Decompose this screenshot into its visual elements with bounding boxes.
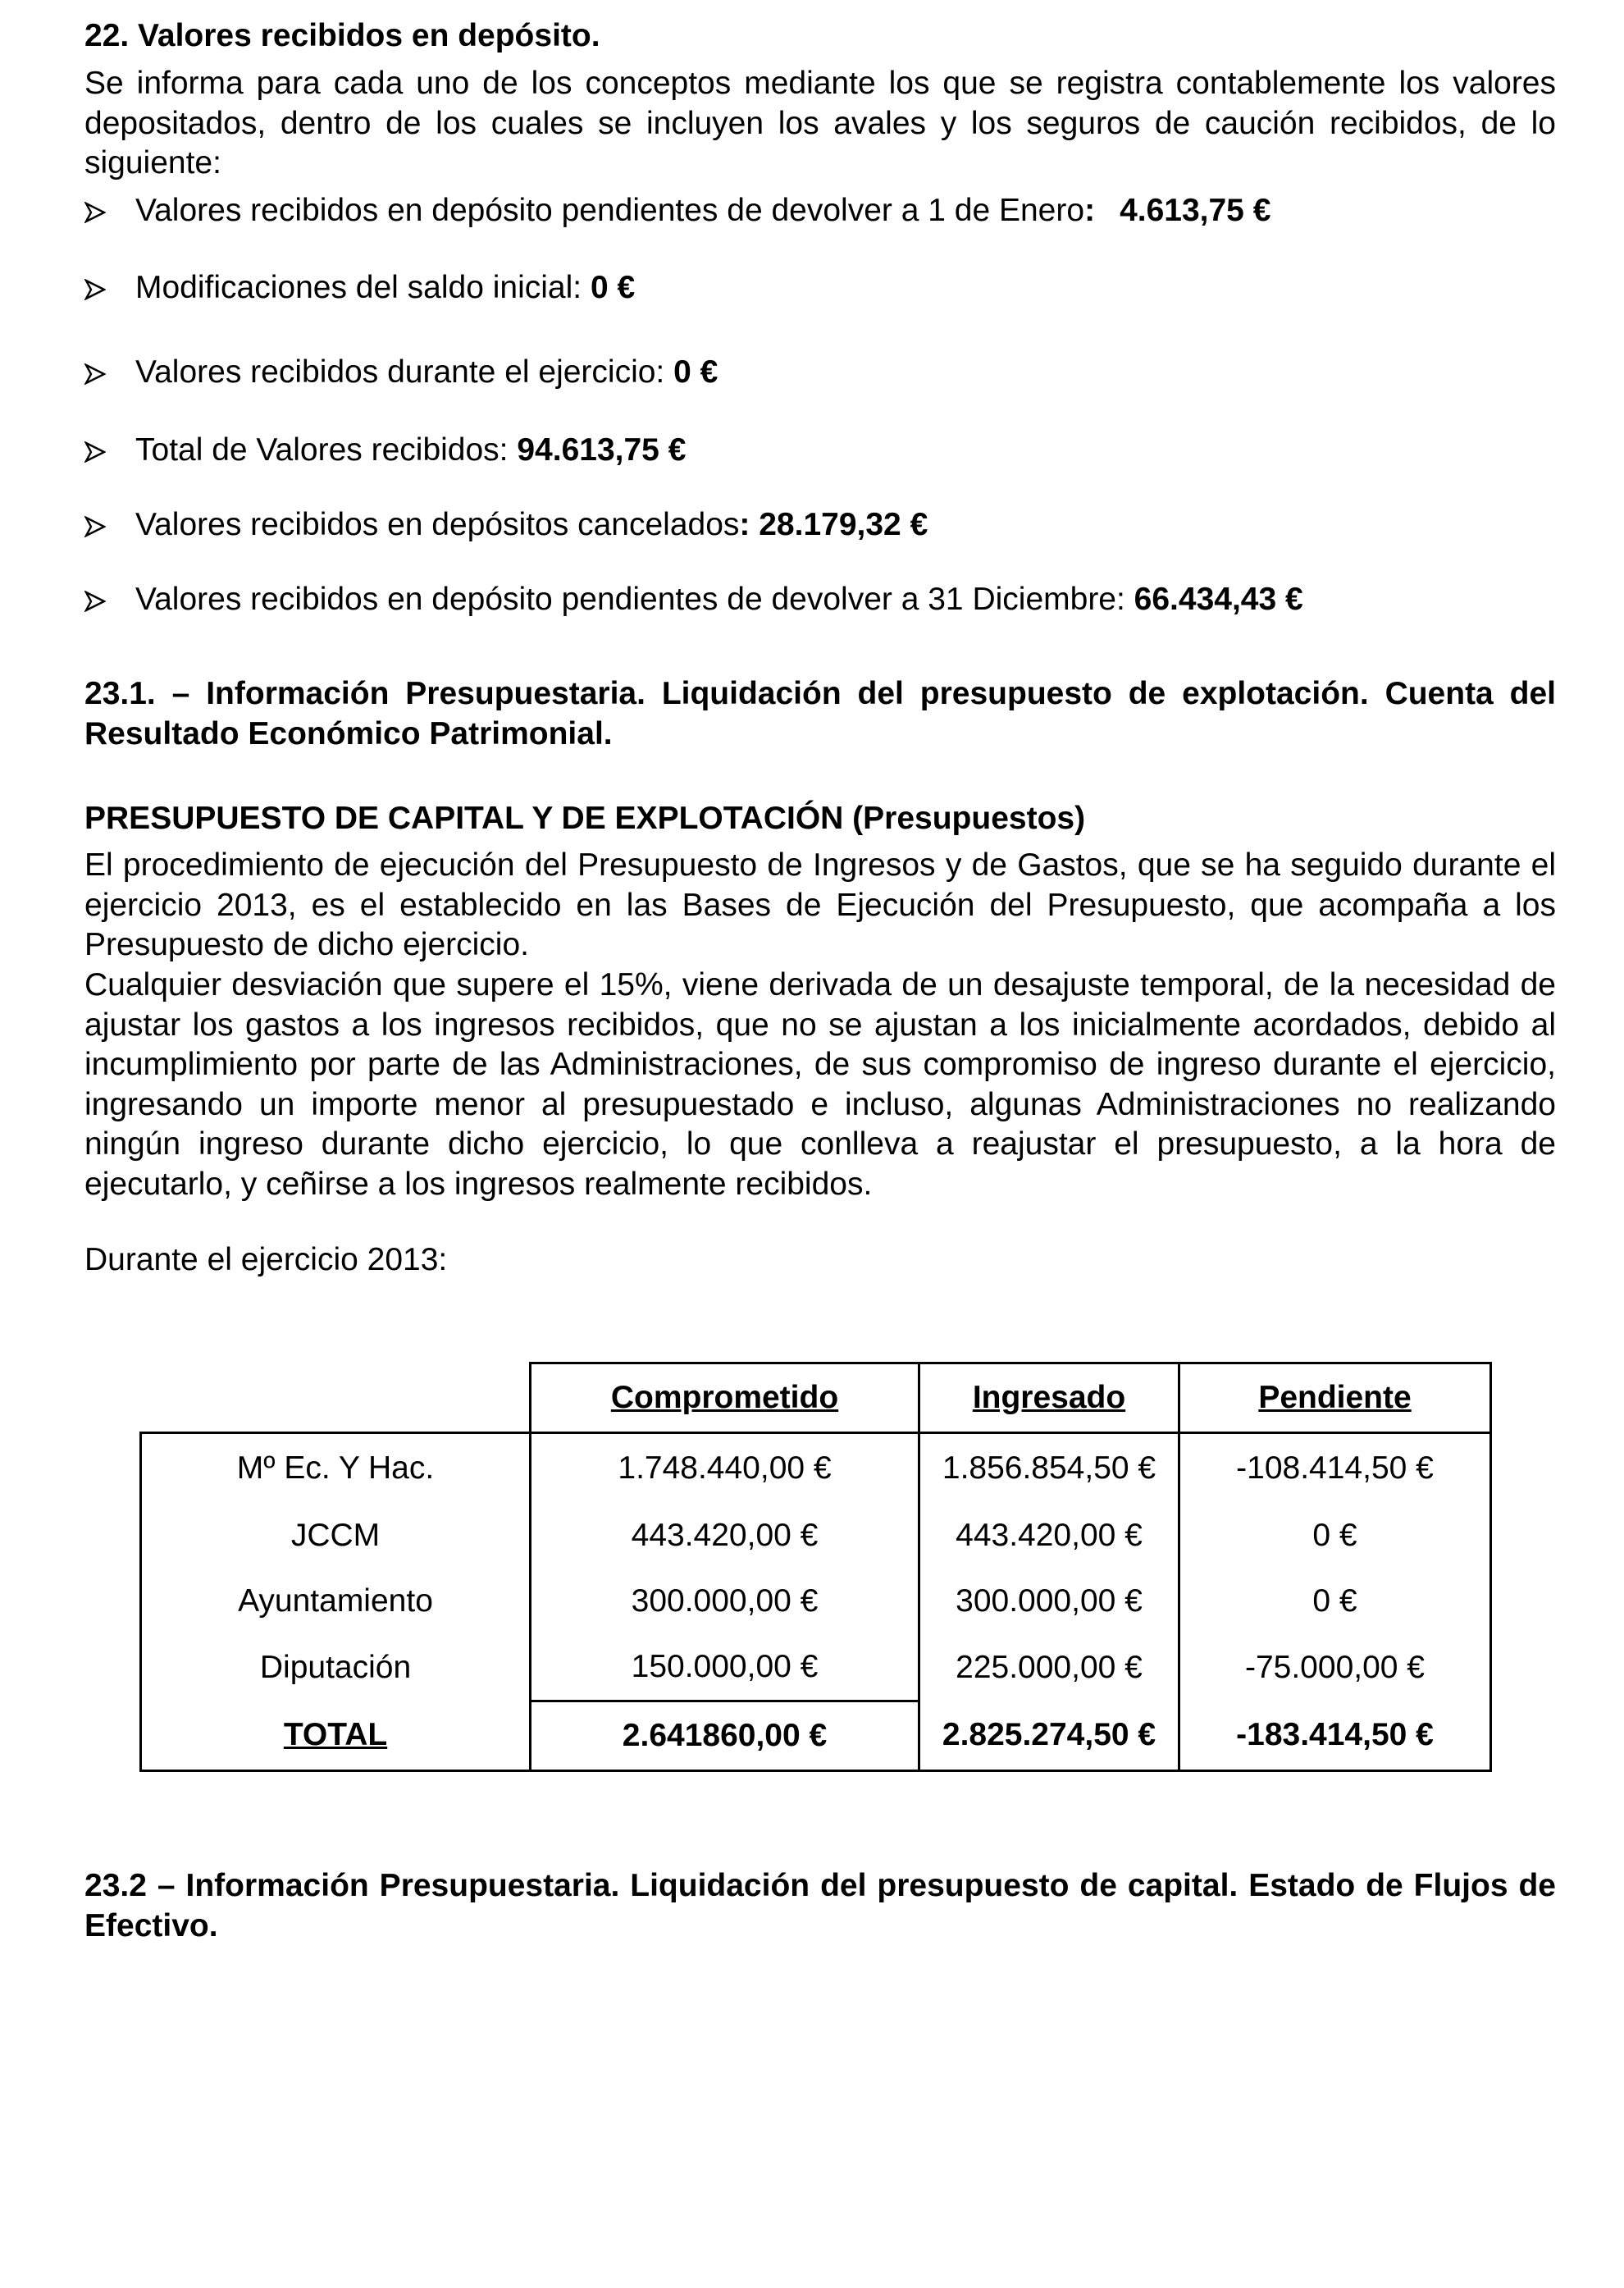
table-total-row (141, 1701, 1491, 1771)
row-comprometido: 443.420,00 € (531, 1503, 919, 1569)
deposit-value-label: Valores recibidos en depósitos cancelados (135, 507, 740, 542)
arrowhead-bullet-icon (84, 353, 117, 392)
section-22-intro: Se informa para cada uno de los conceptos mediante los que se registra contablemente los valores depositados, dentro de los cuales se incluyen los avales y los seguros de caución recibidos, de lo siguiente: (84, 66, 1556, 180)
header-ingresado: Ingresado (919, 1363, 1179, 1433)
deposit-value-item (84, 268, 635, 308)
total-ingresado: 2.825.274,50 € (919, 1701, 1179, 1771)
deposit-value-amount: 0 € (673, 354, 718, 390)
header-comprometido: Comprometido (531, 1363, 919, 1433)
total-pendiente: -183.414,50 € (1179, 1701, 1491, 1771)
table-row (141, 1433, 1491, 1504)
budget-subtitle: PRESUPUESTO DE CAPITAL Y DE EXPLOTACIÓN (Presupuestos) (84, 801, 1086, 836)
arrowhead-bullet-icon (84, 191, 117, 231)
row-name: Diputación (141, 1634, 531, 1701)
deposit-value-amount: 0 € (590, 270, 636, 305)
deposit-value-label: Valores recibidos durante el ejercicio: (135, 354, 674, 390)
header-pendiente: Pendiente (1179, 1363, 1491, 1433)
arrowhead-bullet-icon (84, 580, 117, 619)
row-name: Ayuntamiento (141, 1569, 531, 1634)
year-intro-paragraph: Durante el ejercicio 2013: (84, 1242, 448, 1277)
deviation-paragraph: Cualquier desviación que supere el 15%, viene derivada de un desajuste temporal, de la necesidad de ajustar los gastos a los ingresos recibidos, que no se ajustan a los inicialmente acordados, debido al incumplimiento por parte de las Administraciones, de sus compromiso de ingreso durante el ejercicio, ingresando un importe menor al presupuestado e incluso, algunas Administraciones no realizando ningún ingreso durante dicho ejercicio, lo que conlleva a reajustar el presupuesto, a la hora de ejecutarlo, y ceñirse a los ingresos realmente recibidos. (84, 967, 1556, 1202)
row-name: Mº Ec. Y Hac. (141, 1433, 531, 1504)
arrowhead-bullet-icon (84, 431, 117, 470)
row-ingresado: 300.000,00 € (919, 1569, 1179, 1634)
deposit-value-label: Modificaciones del saldo inicial: (135, 270, 591, 305)
table-header-blank (141, 1363, 531, 1433)
total-label (141, 1701, 531, 1771)
arrowhead-bullet-icon (84, 505, 117, 545)
deposit-value-amount: 4.613,75 € (1120, 193, 1271, 228)
deposit-value-label: Valores recibidos en depósito pendientes de devolver a 31 Diciembre: (135, 582, 1134, 617)
procedure-paragraph: El procedimiento de ejecución del Presupuesto de Ingresos y de Gastos, que se ha seguido durante el ejercicio 2013, es el establecido en las Bases de Ejecución del Presupuesto, que acompaña a los Presupuesto de dicho ejercicio. (84, 847, 1556, 962)
deposit-value-separator: : (739, 507, 760, 542)
row-pendiente: 0 € (1179, 1569, 1491, 1634)
total-comprometido: 2.641860,00 € (531, 1701, 919, 1771)
row-ingresado: 1.856.854,50 € (919, 1433, 1179, 1504)
row-name: JCCM (141, 1503, 531, 1569)
budget-table (139, 1362, 1492, 1772)
row-comprometido: 150.000,00 € (531, 1634, 919, 1701)
deposit-value-amount: 28.179,32 € (759, 507, 928, 542)
section-23-1-title: 23.1. – Información Presupuestaria. Liquidación del presupuesto de explotación. Cuenta del Resultado Económico Patrimonial. (84, 676, 1556, 751)
deposit-value-separator: : (1084, 193, 1096, 228)
deposit-value-item (84, 191, 1270, 231)
section-22-title: 22. Valores recibidos en depósito. (84, 18, 600, 53)
total-label-text: TOTAL (283, 1717, 388, 1753)
deposit-value-label: Valores recibidos en depósito pendientes de devolver a 1 de Enero (135, 193, 1085, 228)
row-pendiente: -108.414,50 € (1179, 1433, 1491, 1504)
section-23-2-title: 23.2 – Información Presupuestaria. Liquidación del presupuesto de capital. Estado de Flujos de Efectivo. (84, 1868, 1556, 1943)
row-pendiente: -75.000,00 € (1179, 1634, 1491, 1701)
deposit-value-item (84, 431, 686, 470)
table-header-row (141, 1363, 1491, 1433)
deposit-value-label: Total de Valores recibidos: (135, 432, 518, 468)
row-pendiente: 0 € (1179, 1503, 1491, 1569)
row-ingresado: 225.000,00 € (919, 1634, 1179, 1701)
deposit-value-item (84, 505, 928, 545)
table-row (141, 1569, 1491, 1634)
deposit-value-amount: 66.434,43 € (1134, 582, 1303, 617)
deposit-value-item (84, 353, 718, 392)
arrowhead-bullet-icon (84, 268, 117, 308)
row-comprometido: 1.748.440,00 € (531, 1433, 919, 1504)
row-ingresado: 443.420,00 € (919, 1503, 1179, 1569)
deposit-value-amount: 94.613,75 € (517, 432, 687, 468)
table-row (141, 1503, 1491, 1569)
table-row (141, 1634, 1491, 1701)
deposit-value-item (84, 580, 1303, 619)
row-comprometido: 300.000,00 € (531, 1569, 919, 1634)
